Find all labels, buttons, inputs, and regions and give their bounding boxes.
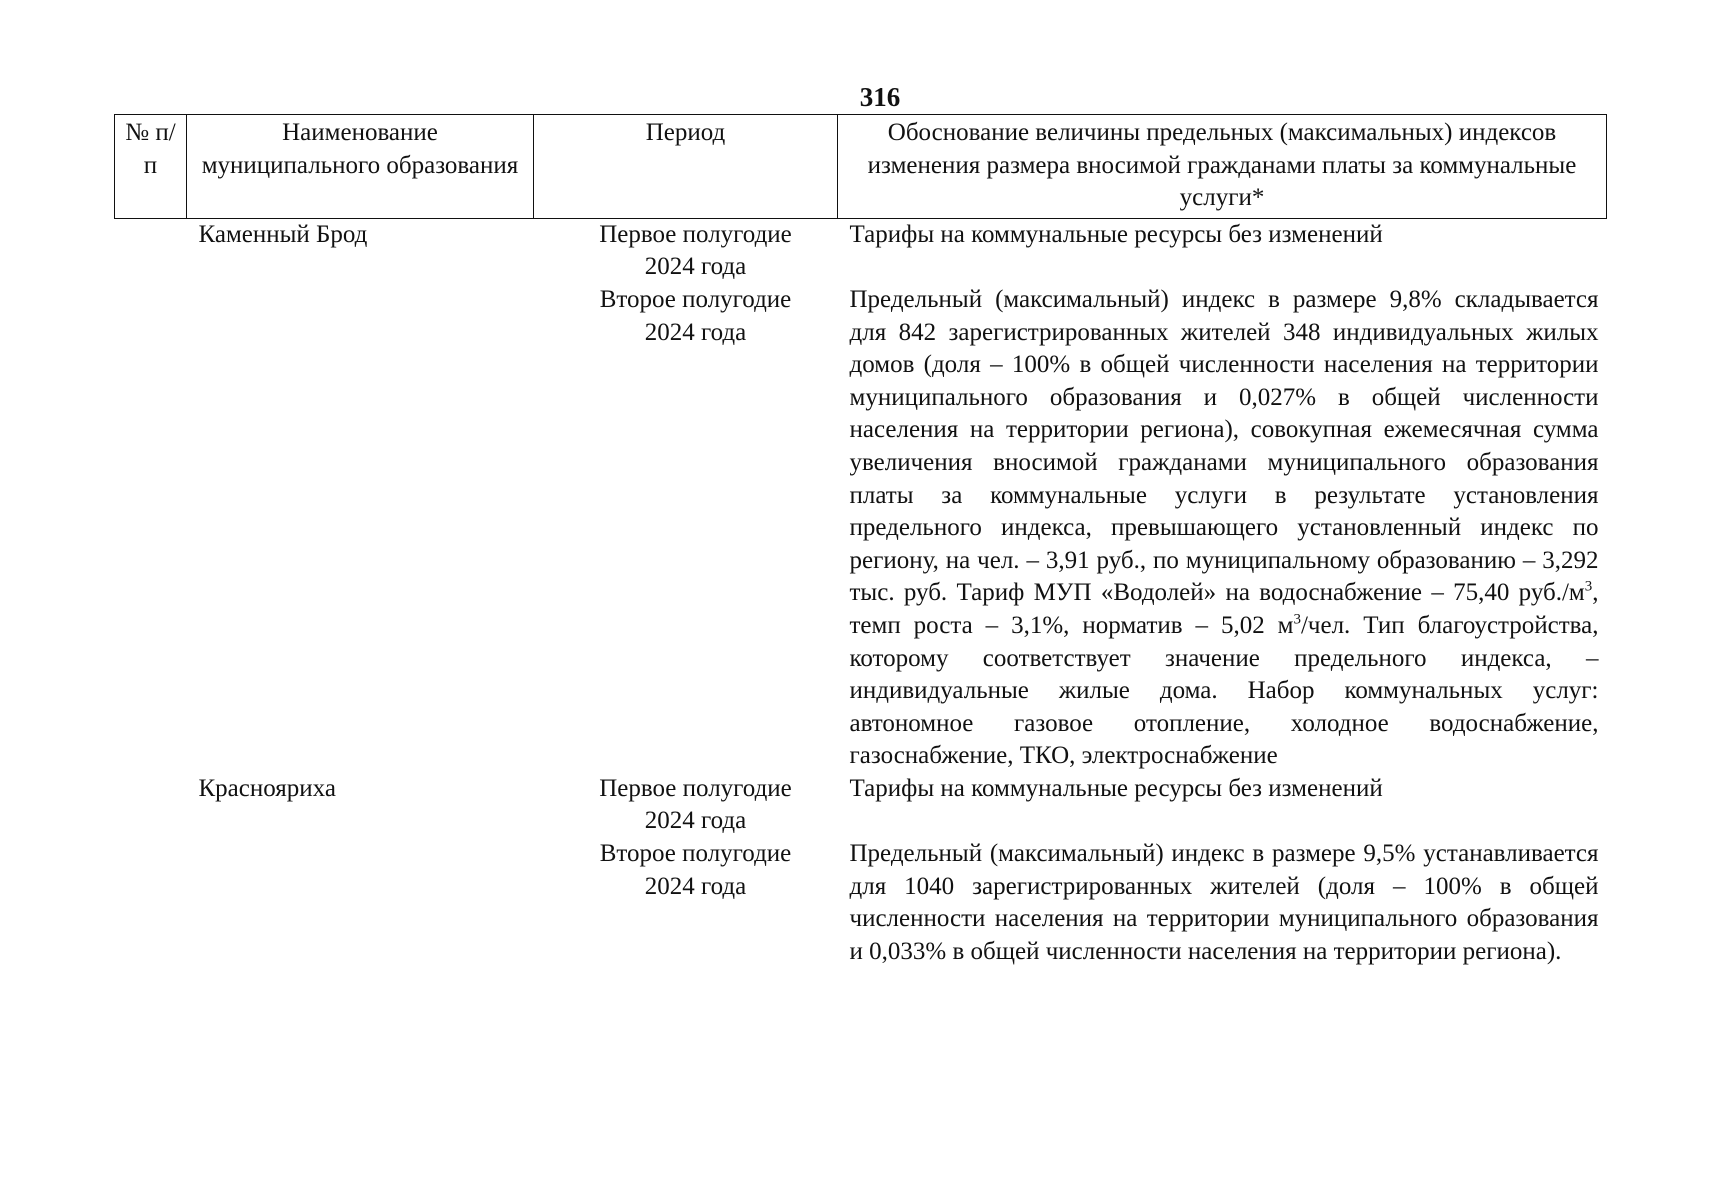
period-cell	[534, 838, 838, 968]
period-cell	[534, 284, 838, 773]
table-row	[115, 284, 1607, 773]
cell-num	[115, 838, 187, 968]
municipality-name: Краснояриха	[198, 774, 336, 802]
period-cell	[534, 773, 838, 838]
table-header	[115, 115, 1607, 219]
header-row	[115, 115, 1607, 219]
tariff-table	[114, 114, 1607, 968]
superscript-cubic: 3	[1584, 578, 1593, 595]
period-label: Второе полугодие 2024 года	[599, 840, 792, 900]
table-body	[115, 218, 1607, 968]
cell-num	[115, 284, 187, 773]
header-period: Период	[534, 115, 838, 219]
municipality-name-empty	[187, 284, 534, 773]
justification-cell: Тарифы на коммунальные ресурсы без изменений	[849, 220, 1383, 248]
header-name: Наименование муниципального образования	[187, 115, 534, 219]
period-label: Второе полугодие 2024 года	[599, 285, 792, 346]
header-justification: Обоснование величины предельных (максимальных) индексов изменения размера вносимой гражданами платы за коммунальные услуги*	[838, 115, 1607, 219]
table-row	[115, 773, 1607, 838]
municipality-name-empty	[187, 838, 534, 968]
superscript-cubic: 3	[1293, 611, 1301, 628]
header-num: № п/п	[115, 115, 187, 219]
table-row	[115, 838, 1607, 968]
municipality-name: Каменный Брод	[198, 220, 368, 248]
justification-cell: Тарифы на коммунальные ресурсы без изменений	[849, 774, 1383, 802]
cell-num	[115, 773, 187, 838]
table-row	[115, 218, 1607, 284]
page-number: 316	[859, 82, 901, 112]
justification-text-part2: , темп роста – 3,1%, норматив – 5,02 м	[849, 579, 1599, 639]
period-label: Первое полугодие 2024 года	[599, 220, 792, 281]
period-cell	[534, 218, 838, 284]
justification-text-part1: Предельный (максимальный) индекс в размере 9,8% складывается для 842 зарегистрированных жителей 348 индивидуальных жилых домов (доля – 100% в общей численности населения на территории муниципального образования и 0,027% в общей численности населения на территории региона), совокупная ежемесячная сумма увеличения вносимой гражданами муниципального образования платы за коммунальные услуги в результате установления предельного индекса, превышающего установленный индекс по региону, на чел. – 3,91 руб., по муниципальному образованию – 3,292 тыс. руб. Тариф МУП «Водолей» на водоснабжение – 75,40 руб./м	[849, 285, 1599, 607]
justification-text-part3: /чел. Тип благоустройства, которому соответствует значение предельного индекса, – индивидуальные жилые дома. Набор коммунальных услуг: автономное газовое отопление, холодное водоснабжение, газоснабжение, ТКО, электроснабжение	[849, 611, 1599, 770]
period-label: Первое полугодие 2024 года	[599, 774, 792, 835]
justification-cell	[838, 284, 1607, 773]
justification-cell: Предельный (максимальный) индекс в размере 9,5% устанавливается для 1040 зарегистрированных жителей (доля – 100% в общей численности населения на территории муниципального образования и 0,033% в общей численности населения на территории региона).	[849, 840, 1599, 965]
cell-num	[115, 218, 187, 284]
